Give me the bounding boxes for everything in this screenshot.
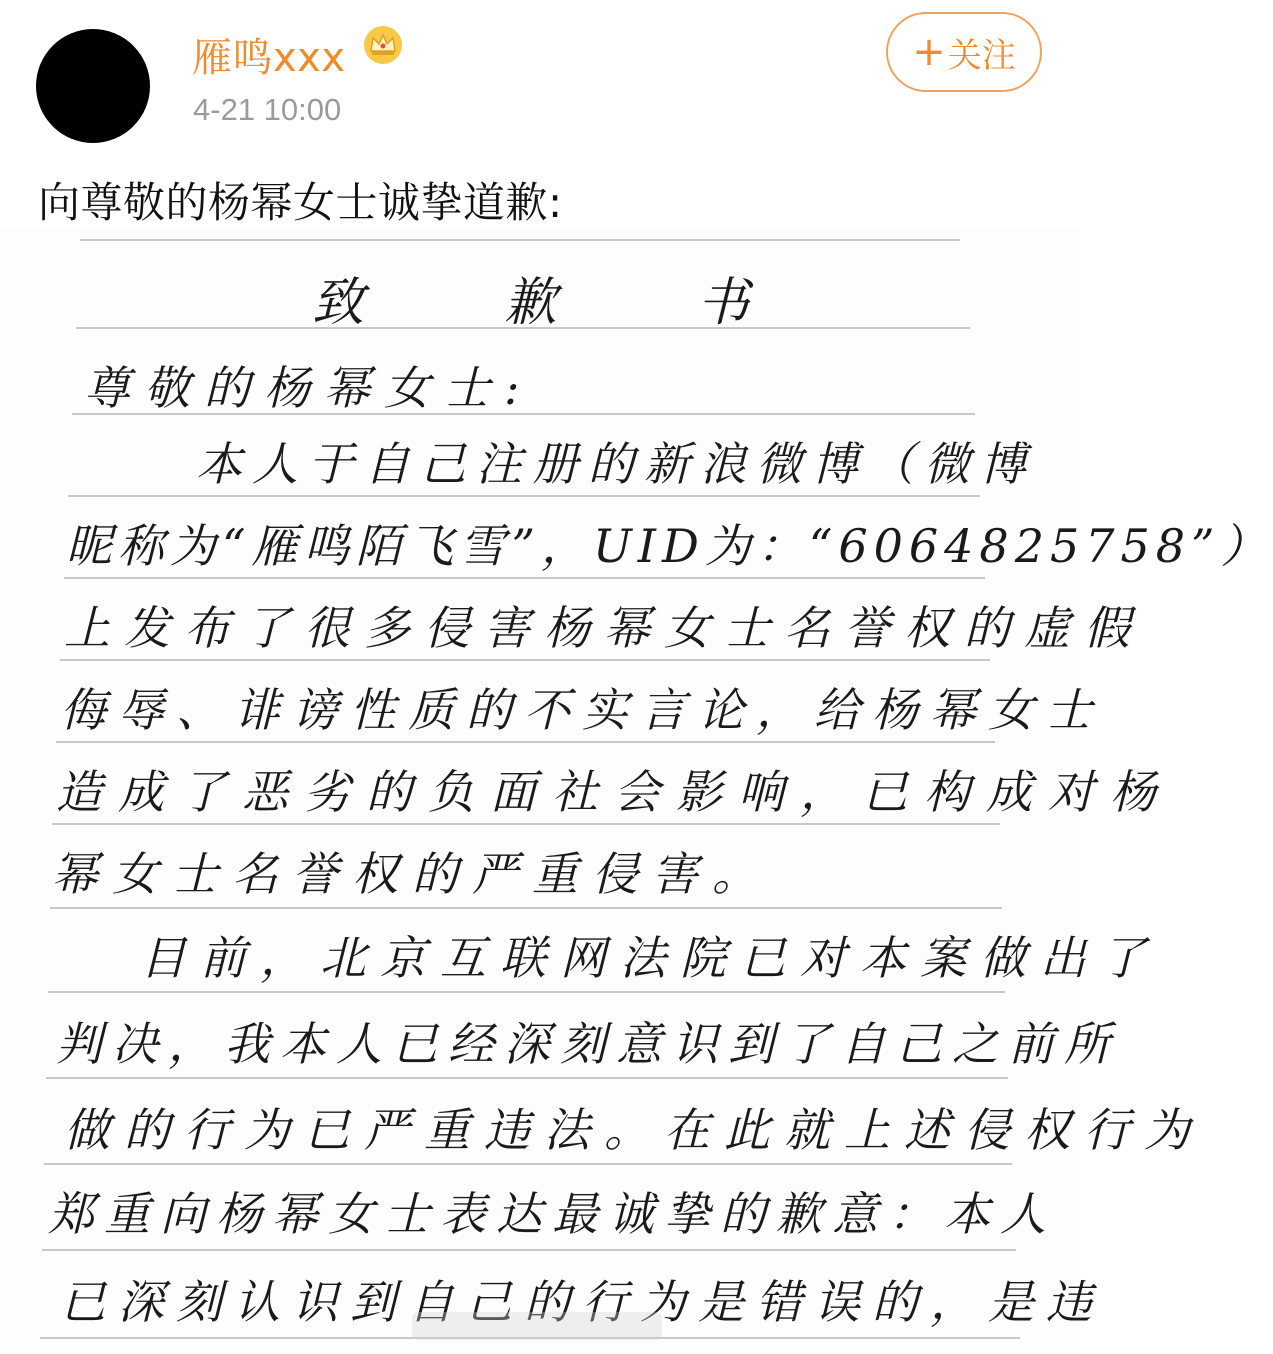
- letter-line: 上发布了很多侵害杨幂女士名誉权的虚假: [64, 601, 1144, 655]
- follow-button[interactable]: [886, 12, 1042, 92]
- letter-line: 本人于自己注册的新浪微博（微博: [196, 437, 1036, 491]
- letter-line: 做的行为已严重违法。在此就上述侵权行为: [64, 1103, 1204, 1157]
- post-text: 向尊敬的杨幂女士诚挚道歉:: [38, 178, 563, 227]
- letter-line: 幂女士名誉权的严重侵害。: [52, 847, 772, 901]
- watermark: [412, 1306, 662, 1346]
- plus-icon: +: [912, 29, 946, 75]
- letter-line: 郑重向杨幂女士表达最诚挚的歉意：本人: [48, 1187, 1056, 1241]
- follow-label: 关注: [947, 35, 1016, 76]
- letter-line: 侮辱、诽谤性质的不实言论，给杨幂女士: [60, 683, 1104, 737]
- post-timestamp: 4-21 10:00: [193, 92, 342, 127]
- letter-line: 已深刻认识到自己的行为是错误的，是违: [60, 1275, 1104, 1329]
- post-header: [0, 0, 1080, 160]
- letter-line: 判决，我本人已经深刻意识到了自己之前所: [56, 1017, 1120, 1071]
- letter-line: 昵称为“雁鸣陌飞雪”，UID为：“6064825758”）: [66, 519, 1273, 573]
- apology-letter-image: [0, 228, 1273, 1354]
- letter-greeting: 尊敬的杨幂女士:: [84, 361, 534, 415]
- letter-line: 造成了恶劣的负面社会影响，已构成对杨: [56, 765, 1172, 819]
- user-name[interactable]: 雁鸣xxx: [192, 35, 346, 81]
- letter-title: 致 歉 书: [312, 273, 812, 333]
- crown-icon: [362, 24, 404, 66]
- avatar[interactable]: [36, 29, 150, 143]
- letter-line: 目前，北京互联网法院已对本案做出了: [140, 931, 1160, 985]
